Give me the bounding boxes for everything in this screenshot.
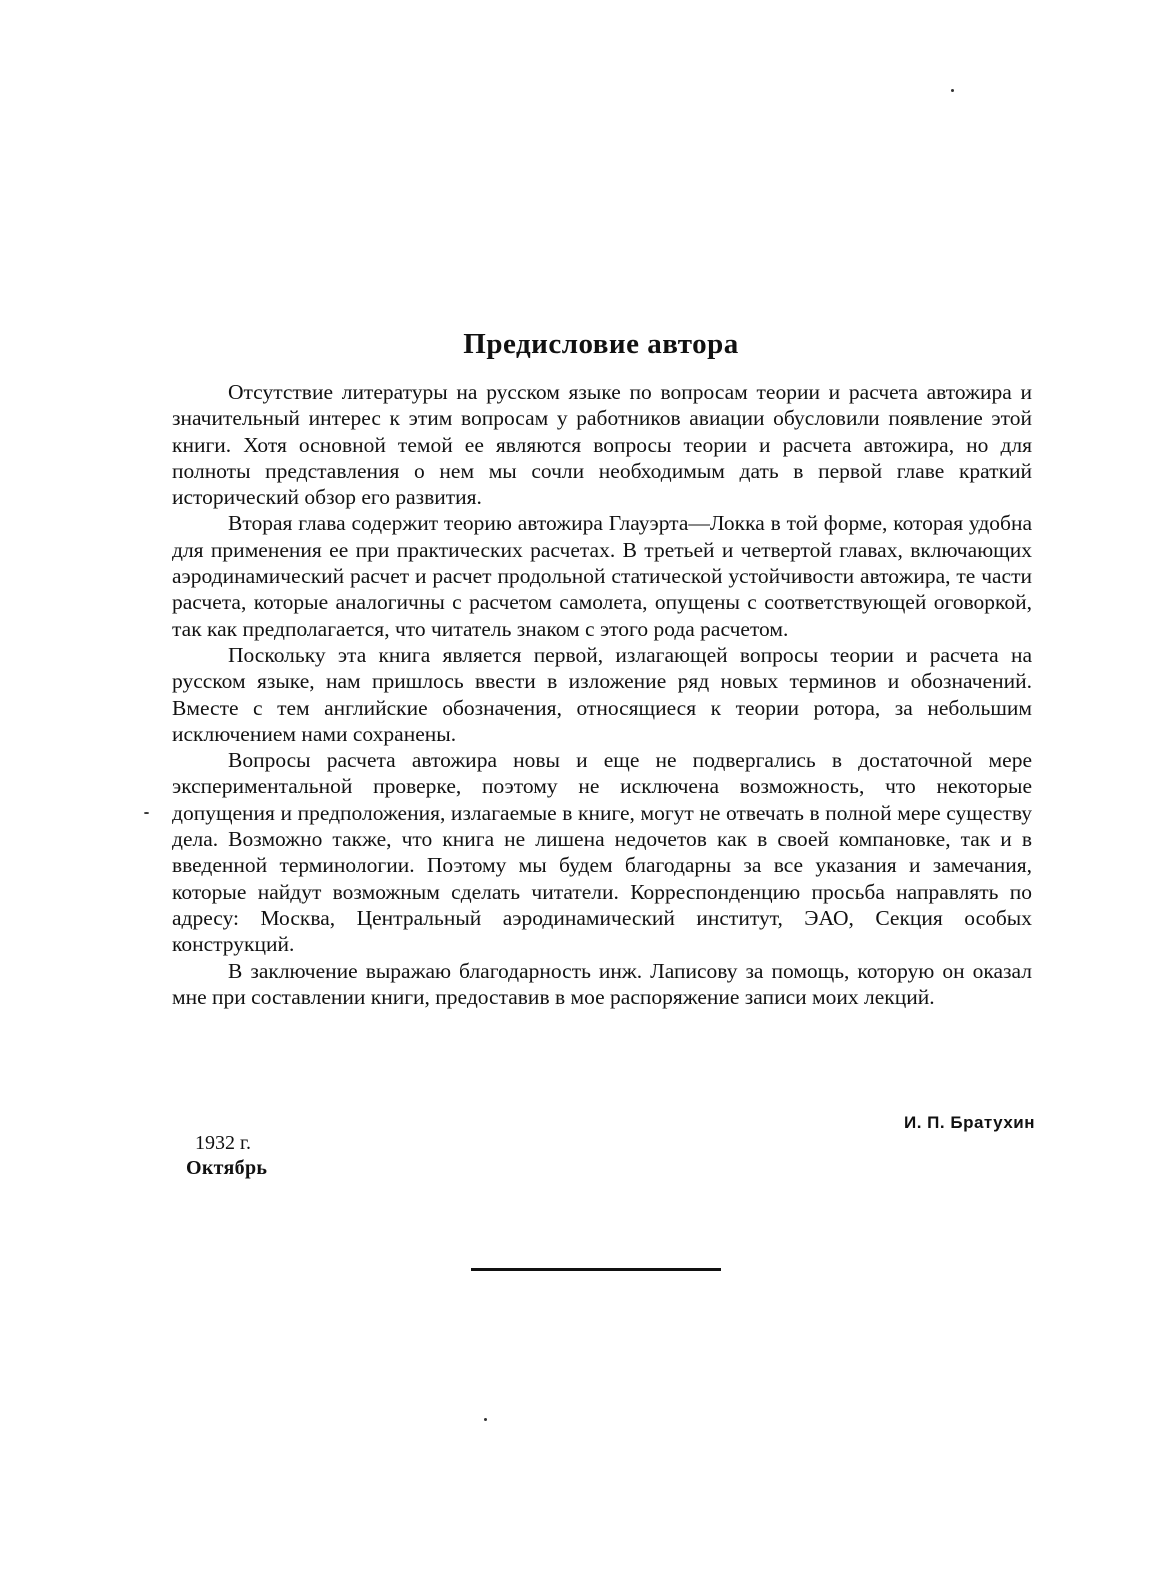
paragraph: Поскольку эта книга является первой, излагающей вопросы теории и расчета на русском языке, нам пришлось ввести в изложение ряд новых терминов и обозначений. Вместе с тем английские обозначения, относящиеся к теории ротора, за небольшим исключением нами сохранены. — [172, 642, 1032, 746]
page-title: Предисловие автора — [463, 328, 739, 360]
scan-speck — [951, 89, 954, 92]
section-divider — [471, 1268, 721, 1271]
scan-speck — [484, 1418, 487, 1421]
paragraph: Вопросы расчета автожира новы и еще не подвергались в достаточной мере экспериментальной проверке, поэтому не исключена возможность, что некоторые допущения и предположения, излагаемые в книге, могут не отвечать в полной мере существу дела. Возможно также, что книга не лишена недочетов как в своей компановке, так и в введенной терминологии. Поэтому мы будем благодарны за все указания и замечания, которые найдут возможным сделать читатели. Корреспонденцию просьба направлять по адресу: Москва, Центральный аэродинамический институт, ЭАО, Секция особых конструкций. — [172, 748, 1032, 957]
date-block — [186, 1131, 267, 1181]
scan-speck — [144, 812, 149, 814]
paragraph: Вторая глава содержит теорию автожира Глауэрта—Локка в той форме, которая удобна для применения ее при практических расчетах. В третьей и четвертой главах, включающих аэродинамический расчет и расчет продольной статической устойчивости автожира, те части расчета, которые аналогичны с расчетом самолета, опущены с соответствующей оговоркой, так как предполагается, что читатель знаком с этого рода расчетом. — [172, 511, 1032, 641]
author-signature: И. П. Братухин — [904, 1113, 1035, 1132]
date-year: 1932 г. — [195, 1132, 251, 1154]
date-month: Октябрь — [186, 1157, 268, 1179]
paragraph: В заключение выражаю благодарность инж. Лаписову за помощь, которую он оказал мне при составлении книги, предоставив в мое распоряжение записи моих лекций. — [172, 958, 1032, 1009]
preface-body — [172, 379, 1032, 1010]
paragraph: Отсутствие литературы на русском языке по вопросам теории и расчета автожира и значительный интерес к этим вопросам у работников авиации обусловили появление этой книги. Хотя основной темой ее являются вопросы теории и расчета автожира, но для полноты представления о нем мы сочли необходимым дать в первой главе краткий исторический обзор его развития. — [172, 380, 1032, 510]
